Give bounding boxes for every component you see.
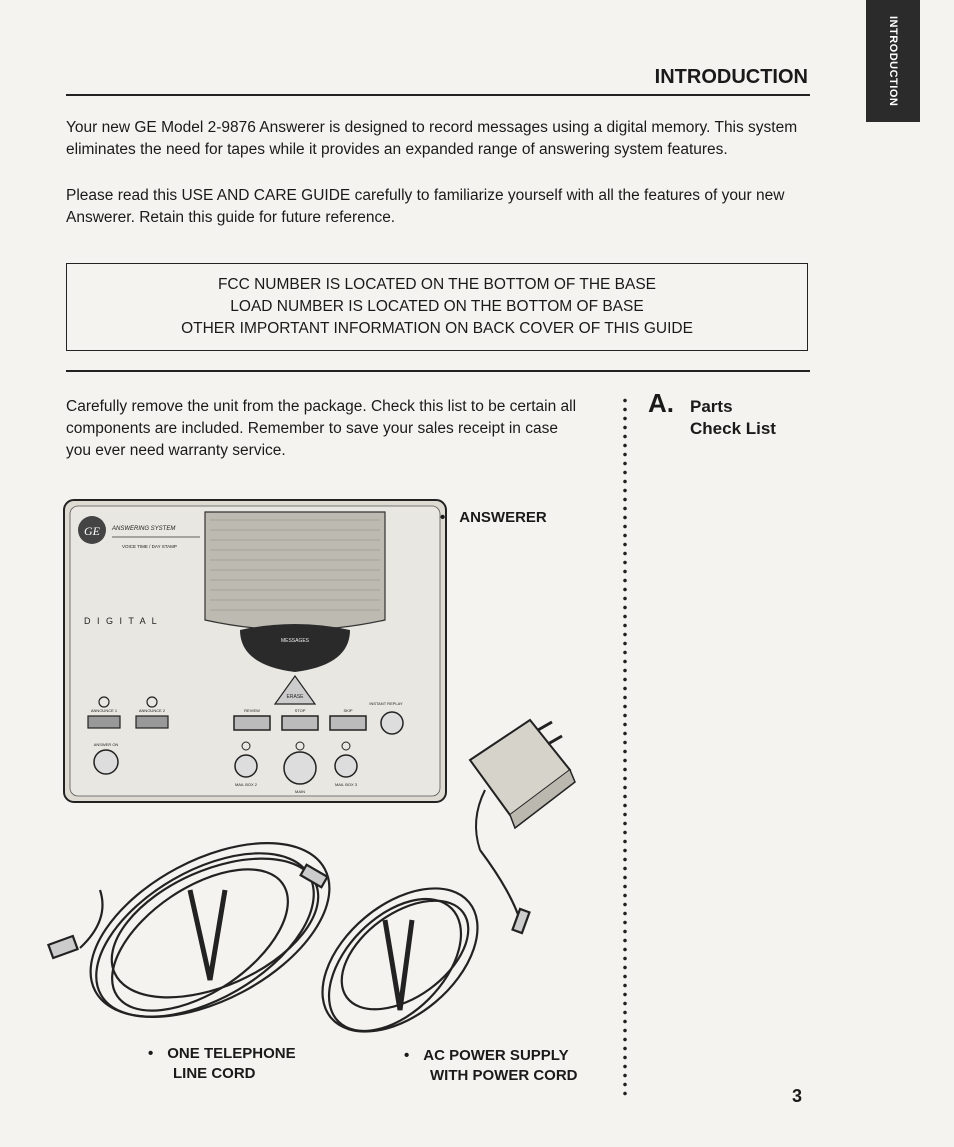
- stop-label: STOP: [294, 708, 306, 713]
- answer-on-button: [94, 750, 118, 774]
- device-sub-line: VOICE TIME / DAY STAMP: [122, 544, 177, 549]
- ac-adapter-illustration: [470, 720, 575, 850]
- part-item-telephone-cord: • ONE TELEPHONE: [148, 1045, 296, 1062]
- mail-box-2-button: [235, 755, 257, 777]
- parts-illustration: [40, 490, 630, 1050]
- review-button: [234, 716, 270, 730]
- erase-label: ERASE: [286, 694, 304, 700]
- announce-1-button: [88, 716, 120, 728]
- section-side-tab: [866, 0, 920, 122]
- answer-on-label: ANSWER ON: [93, 742, 119, 747]
- announce-1-label: ANNOUNCE 1: [90, 708, 118, 713]
- notice-line-1: FCC NUMBER IS LOCATED ON THE BOTTOM OF THE BASE: [217, 276, 657, 293]
- page-title: INTRODUCTION: [654, 66, 808, 88]
- main-button: [284, 752, 316, 784]
- messages-label: MESSAGES: [280, 638, 310, 644]
- review-label: REVIEW: [244, 708, 260, 713]
- notice-line-2: LOAD NUMBER IS LOCATED ON THE BOTTOM OF BASE: [230, 298, 644, 315]
- mail-box-3-button: [335, 755, 357, 777]
- section-title-line-1: Parts: [690, 397, 733, 416]
- announce-2-label: ANNOUNCE 2: [138, 708, 166, 713]
- part-item-answerer-text: ANSWERER: [459, 509, 547, 526]
- power-cord-illustration: [296, 850, 530, 1050]
- announce-2-button: [136, 716, 168, 728]
- main-label: MAIN: [295, 789, 305, 794]
- regulatory-notice-box: [66, 263, 808, 351]
- instant-replay-button: [381, 712, 403, 734]
- intro-paragraph-2: Please read this USE AND CARE GUIDE carefully to familiarize yourself with all the features of your new Answerer. Retain this guide for future reference.: [66, 187, 785, 226]
- notice-line-3: OTHER IMPORTANT INFORMATION ON BACK COVER OF THIS GUIDE: [181, 320, 693, 337]
- header-divider: [66, 94, 810, 96]
- answerer-illustration: [64, 500, 446, 802]
- section-heading: [690, 396, 776, 440]
- part-item-telephone-cord-line-1: ONE TELEPHONE: [167, 1045, 296, 1062]
- skip-label: SKIP: [343, 708, 353, 713]
- device-digital-label: D I G I T A L: [84, 616, 159, 626]
- mail-box-3-label: MAIL BOX 3: [334, 782, 358, 787]
- section-title-line-2: Check List: [690, 419, 776, 438]
- instant-replay-label: INSTANT REPLAY: [369, 701, 403, 706]
- part-item-power-supply: • AC POWER SUPPLY: [404, 1047, 569, 1064]
- skip-button: [330, 716, 366, 730]
- part-item-power-supply-line-1: AC POWER SUPPLY: [423, 1047, 569, 1064]
- part-item-telephone-cord-line-2: LINE CORD: [173, 1065, 256, 1082]
- parts-instructions: Carefully remove the unit from the package. Check this list to be certain all components are included. Remember to save your sales receipt in case you ever need warranty service.: [66, 398, 577, 459]
- page-number: 3: [792, 1086, 803, 1106]
- section-divider: [66, 370, 810, 372]
- part-item-answerer: • ANSWERER: [440, 509, 547, 526]
- stop-button: [282, 716, 318, 730]
- mail-box-2-label: MAIL BOX 2: [234, 782, 258, 787]
- svg-text:GE: GE: [84, 524, 100, 538]
- part-item-power-supply-line-2: WITH POWER CORD: [430, 1067, 578, 1084]
- intro-paragraph-1: Your new GE Model 2-9876 Answerer is designed to record messages using a digital memory. This system eliminates the need for tapes while it provides an expanded range of answering system features.: [66, 119, 798, 158]
- section-letter: A.: [648, 388, 674, 418]
- side-tab-label: INTRODUCTION: [887, 15, 899, 107]
- device-brand-line: ANSWERING SYSTEM: [112, 526, 176, 532]
- telephone-cord-illustration: [48, 807, 357, 1050]
